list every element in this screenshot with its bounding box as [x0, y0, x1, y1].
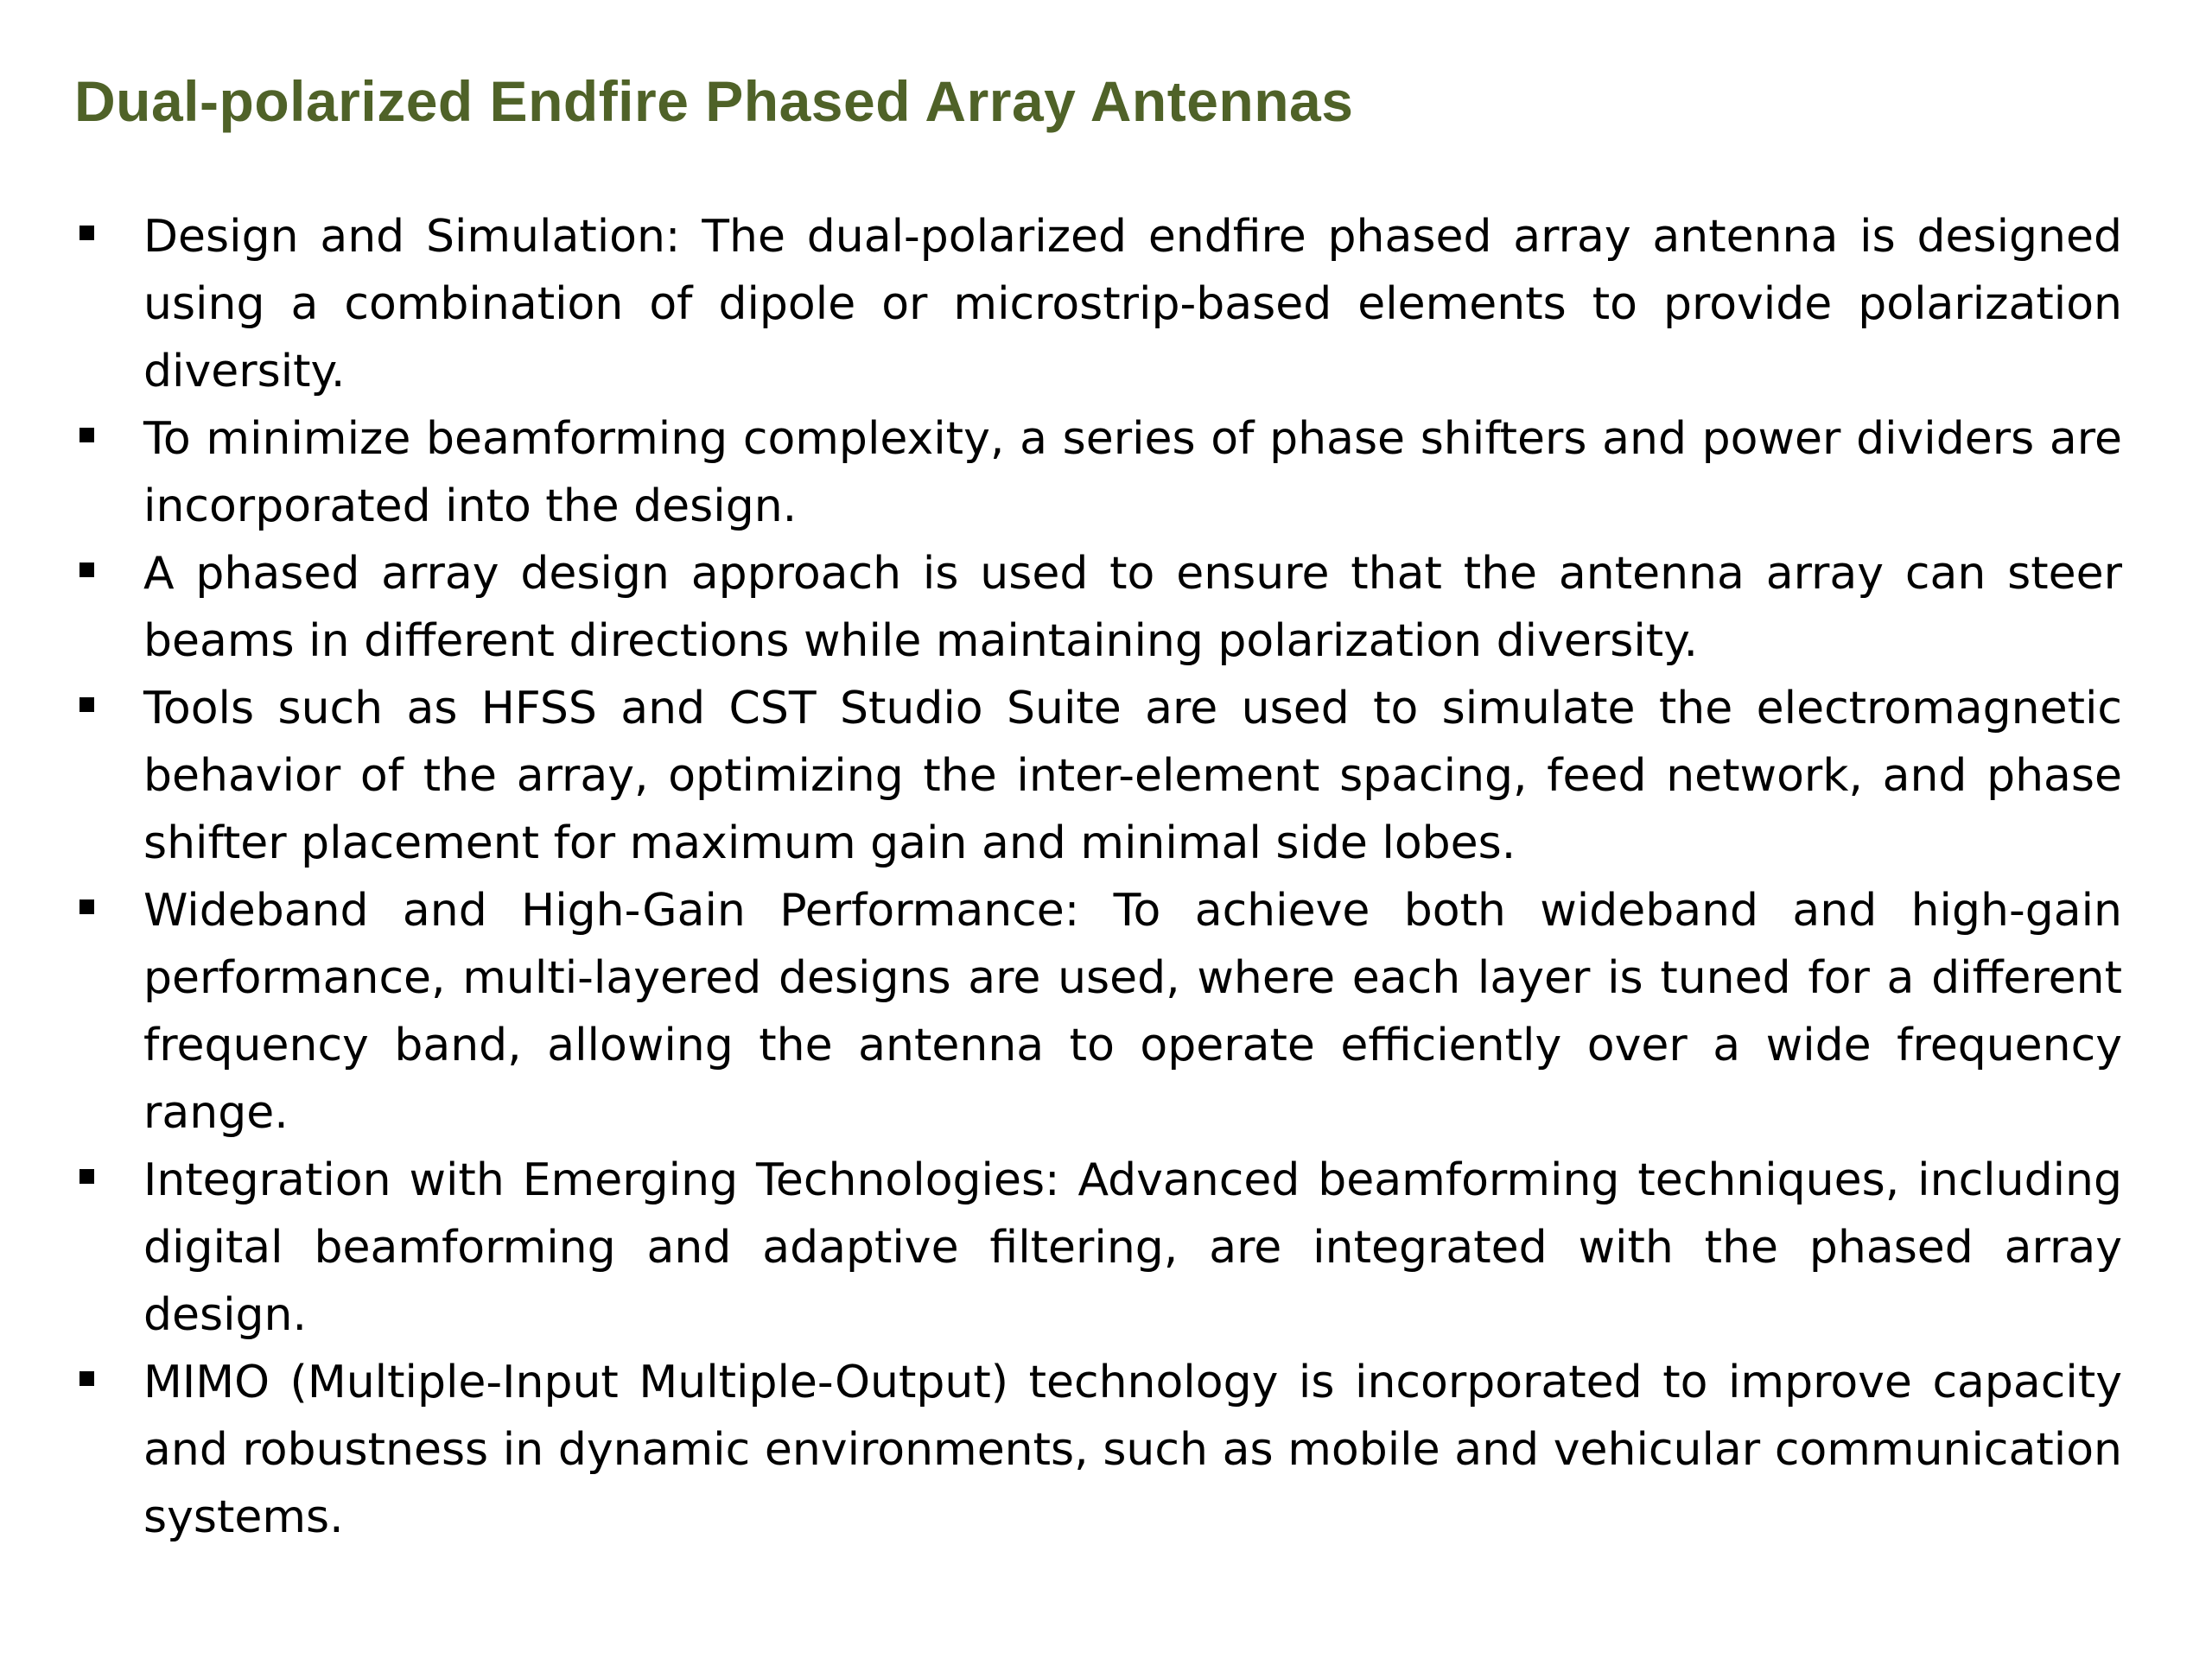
square-bullet-icon — [79, 697, 94, 712]
square-bullet-icon — [79, 563, 94, 577]
bullet-text: Tools such as HFSS and CST Studio Suite are used to simulate the electromagnetic behavior of the array, optimizing the inter-element spacing, feed network, and phase shifter placement for maximum gain and minimal side lobes. — [143, 683, 2122, 869]
bullet-item — [74, 1147, 2122, 1349]
bullet-item — [74, 405, 2122, 540]
bullet-item — [74, 1349, 2122, 1551]
bullet-item — [74, 675, 2122, 877]
square-bullet-icon — [79, 226, 94, 240]
bullet-item — [74, 877, 2122, 1147]
bullet-text: Integration with Emerging Technologies: Advanced beamforming techniques, including digital beamforming and adaptive filtering, are integrated with the phased array design. — [143, 1154, 2122, 1341]
square-bullet-icon — [79, 428, 94, 442]
square-bullet-icon — [79, 1371, 94, 1386]
bullet-item — [74, 540, 2122, 675]
bullet-text: Wideband and High-Gain Performance: To achieve both wideband and high-gain performance, multi-layered designs are used, where each layer is tuned for a different frequency band, allowing the antenna to operate efficiently over a wide frequency range. — [143, 885, 2122, 1139]
bullet-list — [74, 203, 2122, 1551]
bullet-text: MIMO (Multiple-Input Multiple-Output) technology is incorporated to improve capacity and robustness in dynamic environments, such as mobile and vehicular communication systems. — [143, 1357, 2122, 1543]
square-bullet-icon — [79, 1169, 94, 1184]
bullet-item — [74, 203, 2122, 405]
bullet-text: Design and Simulation: The dual-polarized endfire phased array antenna is designed using a combination of dipole or microstrip-based elements to provide polarization diversity. — [143, 211, 2122, 397]
square-bullet-icon — [79, 899, 94, 914]
bullet-text: To minimize beamforming complexity, a series of phase shifters and power dividers are incorporated into the design. — [143, 413, 2122, 532]
slide-title: Dual-polarized Endfire Phased Array Antennas — [74, 69, 1354, 133]
bullet-text: A phased array design approach is used to ensure that the antenna array can steer beams in different directions while maintaining polarization diversity. — [143, 548, 2122, 667]
